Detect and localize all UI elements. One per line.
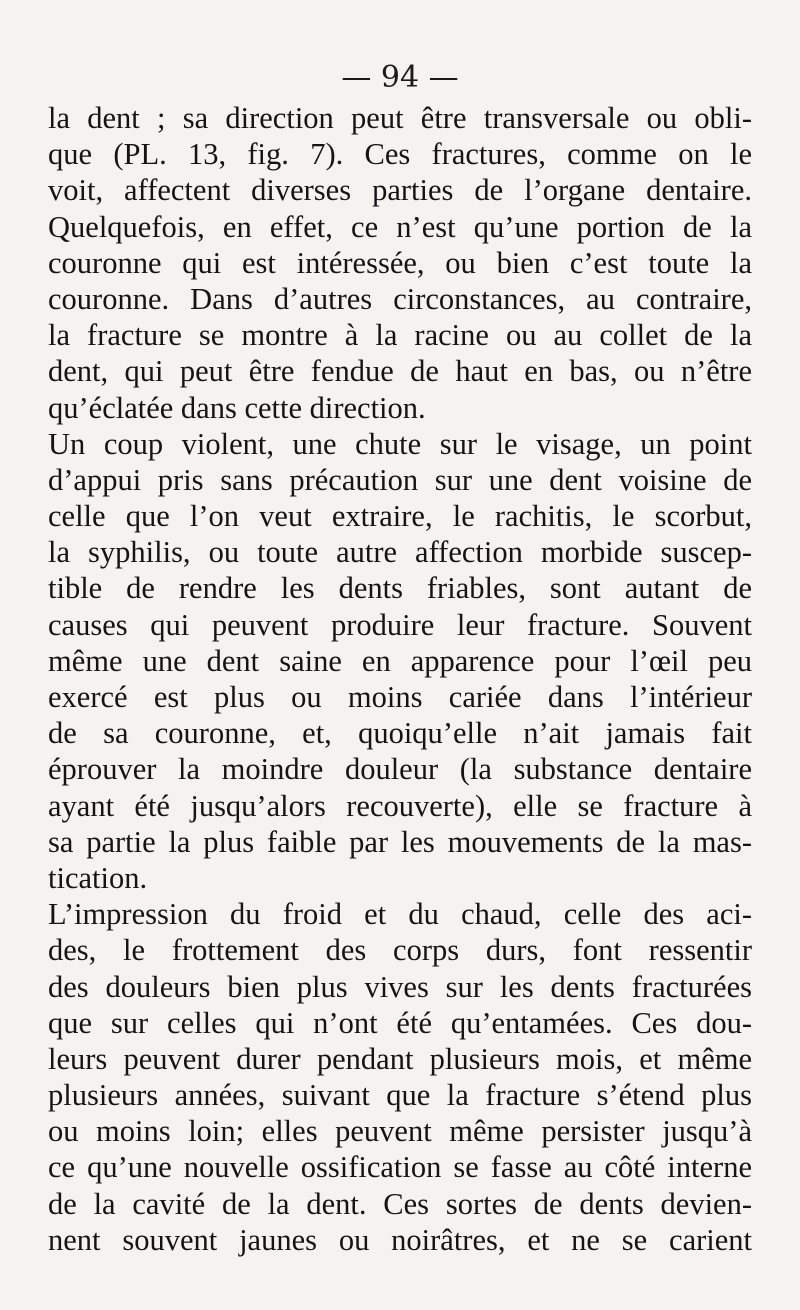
text-line: de sa couronne, et, quoiqu’elle n’ait jamais fait (48, 716, 752, 751)
text-line: celle que l’on veut extraire, le rachitis, le scorbut, (48, 499, 752, 534)
text-line: Quelquefois, en effet, ce n’est qu’une portion de la (48, 209, 752, 244)
text-line: couronne. Dans d’autres circonstances, au contraire, (48, 281, 752, 316)
text-line: tible de rendre les dents friables, sont autant de (48, 571, 752, 606)
text-line: d’appui pris sans précaution sur une dent voisine de (48, 462, 752, 497)
text-line: ou moins loin; elles peuvent même persister jusqu’à (48, 1114, 752, 1149)
text-line: la dent ; sa direction peut être transversale ou obli- (48, 101, 752, 135)
body-text (48, 100, 752, 1258)
text-line: nent souvent jaunes ou noirâtres, et ne se carient (48, 1222, 752, 1257)
text-line: ce qu’une nouvelle ossification se fasse au côté interne (48, 1150, 752, 1185)
text-line: même une dent saine en apparence pour l’œil peu (48, 643, 752, 678)
text-line: L’impression du froid et du chaud, celle des aci- (48, 897, 752, 932)
text-line: plusieurs années, suivant que la fracture s’étend plus (48, 1078, 752, 1113)
text-line: des, le frottement des corps durs, font ressentir (48, 933, 752, 968)
text-line: des douleurs bien plus vives sur les dents fracturées (48, 969, 752, 1004)
text-line: ayant été jusqu’alors recouverte), elle se fracture à (48, 788, 752, 823)
text-line: la fracture se montre à la racine ou au collet de la (48, 318, 752, 353)
text-line: éprouver la moindre douleur (la substance dentaire (48, 752, 752, 787)
text-line: leurs peuvent durer pendant plusieurs mois, et même (48, 1041, 752, 1076)
text-line: que sur celles qui n’ont été qu’entamées. Ces dou- (48, 1005, 752, 1040)
text-line: dent, qui peut être fendue de haut en bas, ou n’être (48, 354, 752, 389)
text-line: Un coup violent, une chute sur le visage, un point (48, 426, 752, 461)
text-line: qu’éclatée dans cette direction. (48, 390, 426, 425)
text-line: exercé est plus ou moins cariée dans l’intérieur (48, 680, 752, 714)
text-line: tication. (48, 860, 148, 895)
page-number: — 94 — (341, 60, 459, 95)
text-line: que (PL. 13, fig. 7). Ces fractures, comme on le (48, 137, 752, 172)
text-line: voit, affectent diverses parties de l’organe dentaire. (48, 173, 752, 208)
text-line: sa partie la plus faible par les mouvements de la mas- (48, 824, 752, 859)
text-line: de la cavité de la dent. Ces sortes de dents devien- (48, 1186, 752, 1221)
text-line: causes qui peuvent produire leur fracture. Souvent (48, 607, 752, 642)
text-line: couronne qui est intéressée, ou bien c’est toute la (48, 245, 752, 280)
text-line: la syphilis, ou toute autre affection morbide suscep- (48, 535, 752, 570)
